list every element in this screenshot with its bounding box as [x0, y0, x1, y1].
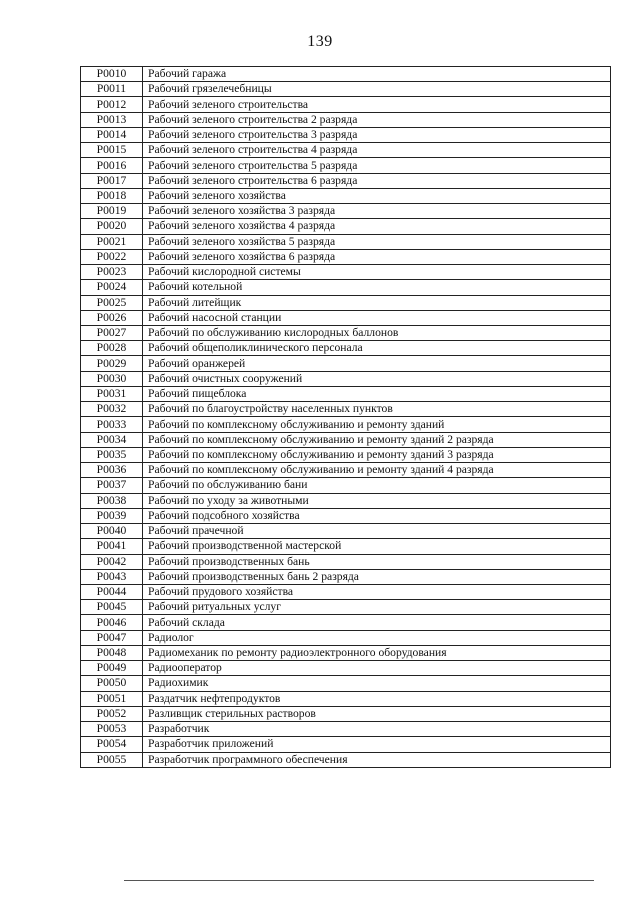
table-row: [81, 265, 611, 280]
profession-name: Рабочий зеленого строительства: [143, 97, 611, 112]
table-row: [81, 325, 611, 340]
profession-name: Разливщик стерильных растворов: [143, 706, 611, 721]
profession-name: Разработчик: [143, 722, 611, 737]
profession-name: Рабочий насосной станции: [143, 310, 611, 325]
profession-name: Рабочий производственных бань 2 разряда: [143, 569, 611, 584]
footer-rule: [124, 880, 594, 881]
profession-name: Рабочий котельной: [143, 280, 611, 295]
profession-name: Раздатчик нефтепродуктов: [143, 691, 611, 706]
table-row: [81, 676, 611, 691]
profession-name: Рабочий производственных бань: [143, 554, 611, 569]
profession-name: Рабочий по комплексному обслуживанию и ремонту зданий: [143, 417, 611, 432]
profession-name: Рабочий грязелечебницы: [143, 82, 611, 97]
table-row: [81, 371, 611, 386]
profession-code: Р0046: [81, 615, 143, 630]
profession-name: Разработчик программного обеспечения: [143, 752, 611, 767]
profession-name: Рабочий склада: [143, 615, 611, 630]
page-number: 139: [307, 33, 333, 50]
profession-code: Р0044: [81, 584, 143, 599]
table-row: [81, 645, 611, 660]
table-row: [81, 447, 611, 462]
profession-name: Рабочий кислородной системы: [143, 265, 611, 280]
profession-name: Рабочий производственной мастерской: [143, 539, 611, 554]
profession-name: Рабочий по комплексному обслуживанию и ремонту зданий 2 разряда: [143, 432, 611, 447]
table-row: [81, 127, 611, 142]
profession-name: Рабочий пищеблока: [143, 386, 611, 401]
profession-name: Разработчик приложений: [143, 737, 611, 752]
profession-code: Р0035: [81, 447, 143, 462]
profession-code: Р0048: [81, 645, 143, 660]
profession-code: Р0027: [81, 325, 143, 340]
table-row: [81, 341, 611, 356]
table-row: [81, 615, 611, 630]
table-row: [81, 402, 611, 417]
profession-code: Р0040: [81, 524, 143, 539]
table-row: [81, 463, 611, 478]
table-row: [81, 204, 611, 219]
table-row: [81, 569, 611, 584]
profession-code: Р0050: [81, 676, 143, 691]
profession-code: Р0055: [81, 752, 143, 767]
profession-code: Р0052: [81, 706, 143, 721]
profession-name: Рабочий зеленого хозяйства 5 разряда: [143, 234, 611, 249]
table-row: [81, 600, 611, 615]
profession-name: Радиооператор: [143, 661, 611, 676]
profession-codes-table: [80, 66, 611, 768]
table-row: [81, 432, 611, 447]
profession-code: Р0042: [81, 554, 143, 569]
profession-code: Р0047: [81, 630, 143, 645]
table-row: [81, 584, 611, 599]
table-row: [81, 706, 611, 721]
profession-code: Р0010: [81, 67, 143, 82]
profession-name: Рабочий ритуальных услуг: [143, 600, 611, 615]
profession-name: Рабочий зеленого хозяйства: [143, 188, 611, 203]
profession-code: Р0043: [81, 569, 143, 584]
profession-code: Р0025: [81, 295, 143, 310]
profession-name: Рабочий зеленого строительства 4 разряда: [143, 143, 611, 158]
profession-code: Р0020: [81, 219, 143, 234]
profession-code: Р0031: [81, 386, 143, 401]
profession-code: Р0016: [81, 158, 143, 173]
table-row: [81, 158, 611, 173]
table-body: [81, 67, 611, 768]
table-row: [81, 310, 611, 325]
profession-code: Р0038: [81, 493, 143, 508]
profession-name: Рабочий по обслуживанию бани: [143, 478, 611, 493]
table-row: [81, 386, 611, 401]
profession-code: Р0017: [81, 173, 143, 188]
profession-code: Р0023: [81, 265, 143, 280]
profession-code: Р0037: [81, 478, 143, 493]
profession-name: Радиолог: [143, 630, 611, 645]
profession-code: Р0032: [81, 402, 143, 417]
table-row: [81, 417, 611, 432]
profession-name: Рабочий зеленого строительства 2 разряда: [143, 112, 611, 127]
profession-name: Рабочий гаража: [143, 67, 611, 82]
profession-code: Р0049: [81, 661, 143, 676]
profession-name: Рабочий по благоустройству населенных пунктов: [143, 402, 611, 417]
table-row: [81, 219, 611, 234]
profession-code: Р0013: [81, 112, 143, 127]
profession-code: Р0026: [81, 310, 143, 325]
profession-name: Рабочий зеленого строительства 5 разряда: [143, 158, 611, 173]
table-row: [81, 234, 611, 249]
table-row: [81, 752, 611, 767]
profession-code: Р0045: [81, 600, 143, 615]
profession-code: Р0024: [81, 280, 143, 295]
profession-code: Р0012: [81, 97, 143, 112]
table-row: [81, 691, 611, 706]
profession-code: Р0033: [81, 417, 143, 432]
profession-code: Р0022: [81, 249, 143, 264]
table-row: [81, 97, 611, 112]
profession-name: Рабочий общеполиклинического персонала: [143, 341, 611, 356]
table-row: [81, 478, 611, 493]
table-row: [81, 524, 611, 539]
profession-code: Р0015: [81, 143, 143, 158]
profession-code: Р0019: [81, 204, 143, 219]
profession-name: Рабочий очистных сооружений: [143, 371, 611, 386]
profession-name: Рабочий зеленого хозяйства 3 разряда: [143, 204, 611, 219]
table-row: [81, 493, 611, 508]
table-row: [81, 630, 611, 645]
table-row: [81, 661, 611, 676]
table-row: [81, 143, 611, 158]
table-row: [81, 67, 611, 82]
profession-name: Рабочий зеленого строительства 6 разряда: [143, 173, 611, 188]
table-row: [81, 722, 611, 737]
profession-code: Р0011: [81, 82, 143, 97]
table-row: [81, 82, 611, 97]
table-row: [81, 173, 611, 188]
profession-code: Р0036: [81, 463, 143, 478]
profession-name: Рабочий зеленого строительства 3 разряда: [143, 127, 611, 142]
table-row: [81, 539, 611, 554]
profession-code: Р0053: [81, 722, 143, 737]
table-row: [81, 508, 611, 523]
table-row: [81, 280, 611, 295]
table-row: [81, 737, 611, 752]
profession-code: Р0034: [81, 432, 143, 447]
profession-name: Рабочий литейщик: [143, 295, 611, 310]
profession-name: Рабочий по уходу за животными: [143, 493, 611, 508]
profession-name: Радиохимик: [143, 676, 611, 691]
profession-name: Рабочий по обслуживанию кислородных баллонов: [143, 325, 611, 340]
profession-name: Рабочий подсобного хозяйства: [143, 508, 611, 523]
profession-name: Рабочий по комплексному обслуживанию и ремонту зданий 4 разряда: [143, 463, 611, 478]
profession-name: Рабочий зеленого хозяйства 6 разряда: [143, 249, 611, 264]
profession-code: Р0029: [81, 356, 143, 371]
profession-name: Рабочий оранжерей: [143, 356, 611, 371]
table-row: [81, 112, 611, 127]
table-row: [81, 188, 611, 203]
profession-code: Р0014: [81, 127, 143, 142]
profession-name: Рабочий прачечной: [143, 524, 611, 539]
profession-name: Рабочий зеленого хозяйства 4 разряда: [143, 219, 611, 234]
profession-name: Рабочий прудового хозяйства: [143, 584, 611, 599]
profession-code: Р0028: [81, 341, 143, 356]
profession-name: Рабочий по комплексному обслуживанию и ремонту зданий 3 разряда: [143, 447, 611, 462]
table-row: [81, 554, 611, 569]
profession-code: Р0054: [81, 737, 143, 752]
profession-code: Р0041: [81, 539, 143, 554]
profession-code: Р0039: [81, 508, 143, 523]
profession-code: Р0021: [81, 234, 143, 249]
profession-code: Р0018: [81, 188, 143, 203]
table-row: [81, 356, 611, 371]
profession-code: Р0051: [81, 691, 143, 706]
table-row: [81, 249, 611, 264]
profession-name: Радиомеханик по ремонту радиоэлектронного оборудования: [143, 645, 611, 660]
profession-code: Р0030: [81, 371, 143, 386]
table-row: [81, 295, 611, 310]
